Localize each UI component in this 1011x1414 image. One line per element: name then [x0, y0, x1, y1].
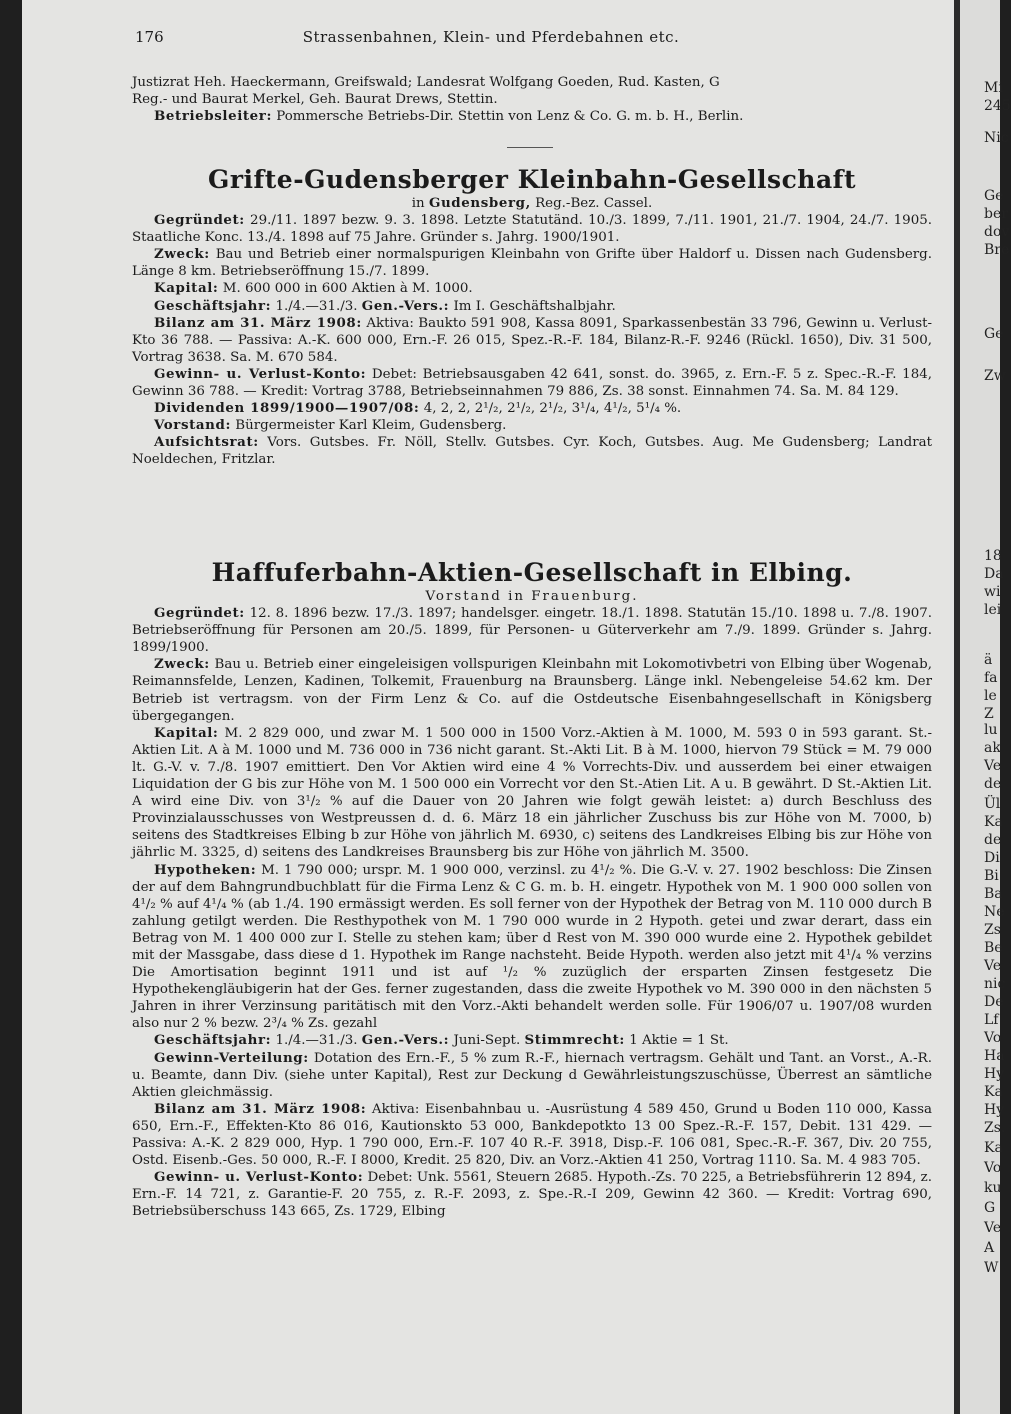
entry-label: Bilanz am 31. März 1908:: [154, 1100, 367, 1117]
facing-page-fragment: Ha: [984, 1048, 1005, 1064]
facing-page-fragment: Ba: [984, 886, 1003, 902]
entry-aufsichtsrat: [132, 434, 932, 468]
scanned-page: [22, 0, 960, 1414]
entry-vorstand: [132, 417, 932, 434]
entry-label: Gewinn- u. Verlust-Konto:: [154, 1169, 364, 1186]
facing-page-fragment: Vo: [984, 1160, 1002, 1176]
entry-text: Bürgermeister Karl Kleim, Gudensberg.: [235, 418, 507, 434]
entry-gegruendet: [132, 605, 932, 656]
entry-gewinn-verlust: [132, 366, 932, 400]
entry-label: Gewinn-Verteilung:: [154, 1049, 309, 1066]
entry-zweck: [132, 246, 932, 280]
entry-label: Kapital:: [154, 724, 219, 741]
facing-page-fragment: Mi: [984, 80, 1003, 96]
betriebsleiter-entry: [132, 108, 932, 125]
facing-page-fragment: fa: [984, 670, 998, 686]
facing-page-fragment: Ve: [984, 1220, 1002, 1236]
facing-page-fragment: Ve: [984, 958, 1002, 974]
entry-kapital: [132, 280, 932, 297]
entry-label: Zweck:: [154, 246, 210, 263]
entry-text: M. 1 790 000; urspr. M. 1 900 000, verzinsl. zu 4¹/₂ %. Die G.-V. v. 27. 1902 beschloss: Die Zinsen der auf dem Bahngrundbuchblatt für die Firma Lenz & C G. m. b. H. eingetr. Hypothek von M. 1 900 000 sollen von 4¹/₂ % auf 4¹/₄ % (ab 1./4. 190 ermässigt werden. Es soll ferner von der Hypothek der Betrag von M. 110 000 durch B zahlung getilgt werden. Die Resthypothek von M. 1 790 000 wurde in 2 Hypoth. getei und zwar derart, dass ein Betrag von M. 1 400 000 zur I. Stelle zu stehen kam; über d Rest von M. 390 000 wurde eine 2. Hypothek gebildet mit der Massgabe, dass diese d 1. Hypothek im Range nachsteht. Beide Hypoth. werden also jetzt mit 4¹/₄ % verzins Die Amortisation beginnt 1911 und ist auf ¹/₂ % zuzüglich der ersparten Zinsen festgesetz Die Hypothekengläubigerin hat der Ges. ferner zugestanden, dass die zweite Hypothek vo M. 390 000 in den nächsten 5 Jahren in ihrer Verzinsung paritätisch mit den Vorz.-Akti behandelt werden solle. Für 1906/07 u. 1907/08 wurden also nur 2 % bezw. 2³/₄ % Zs. gezahl: [132, 862, 932, 1032]
facing-page-fragment: Bre: [984, 242, 1010, 258]
entry-text: 1./4.—31./3.: [275, 1033, 358, 1049]
facing-page-fragment: lu: [984, 722, 998, 738]
entry-text: Aktiva: Eisenbahnbau u. -Ausrüstung 4 589 450, Grund u Boden 110 000, Kassa 650, Ern.-F., Effekten-Kto 86 016, Kautionskto 53 000, Bankdepotkto 13 00 Spez.-R.-F. 157, Debit. 131 429. — Passiva: A.-K. 2 829 000, Hyp. 1 790 000, Ern.-F. 107 40 R.-F. 3918, Disp.-F. 106 081, Spec.-R.-F. 367, Div. 20 755, Ostd. Eisenb.-Ges. 50 000, R.-F. I 8000, Kredit. 25 820, Div. an Vorz.-Aktien 41 250, Vortrag 1110. Sa. M. 4 983 705.: [132, 1101, 932, 1169]
entry-gewinn-verteilung: [132, 1050, 932, 1101]
facing-page-fragment: De: [984, 994, 1004, 1010]
section-subtitle: [132, 195, 932, 212]
facing-page-fragment: Bi: [984, 868, 999, 884]
entry-text: 4, 2, 2, 2¹/₂, 2¹/₂, 2¹/₂, 3¹/₄, 4¹/₂, 5¹/₄ %.: [423, 401, 682, 417]
entry-text: Debet: Unk. 5561, Steuern 2685. Hypoth.-Zs. 70 225, a Betriebsführerin 12 894, z. Ern.-F. 14 721, z. Garantie-F. 20 755, z. R.-F. 2093, z. Spe.-R.-I 209, Gewinn 42 360. — Kredit: Vortrag 690, Betriebsüberschuss 143 665, Zs. 1729, Elbing: [132, 1170, 932, 1220]
entry-gewinn-verlust: [132, 1169, 932, 1220]
entry-dividenden: [132, 400, 932, 417]
section-title: Haffuferbahn-Aktien-Gesellschaft in Elbing.: [211, 558, 853, 587]
entry-label: Geschäftsjahr:: [154, 297, 272, 314]
facing-page-fragment: Ve: [984, 758, 1002, 774]
entry-gegruendet: [132, 212, 932, 246]
entry-label: Bilanz am 31. März 1908:: [154, 314, 362, 331]
entry-label: Dividenden 1899/1900—1907/08:: [154, 400, 420, 417]
facing-page-fragment: Z: [984, 706, 994, 722]
facing-page-fragment: W: [984, 1260, 999, 1276]
facing-page-fragment: Hy: [984, 1066, 1005, 1082]
facing-page-fragment: ä: [984, 652, 993, 668]
facing-page-fragment: A: [984, 1240, 995, 1256]
section-title: Grifte-Gudensberger Kleinbahn-Gesellschaft: [207, 165, 856, 194]
entry-label: Gen.-Vers.:: [361, 297, 450, 314]
entry-label: Aufsichtsrat:: [154, 434, 259, 451]
entry-zweck: [132, 656, 932, 724]
fragment-line-2: Reg.- und Baurat Merkel, Geh. Baurat Drews, Stettin.: [132, 92, 498, 108]
entry-text: 12. 8. 1896 bezw. 17./3. 1897; handelsger. eingetr. 18./1. 1898. Statutän 15./10. 1898 u. 7./8. 1907. Betriebseröffnung für Personen am 20./5. 1899, für Personen- u Güterverkehr am 7./9. 1899. Gründer s. Jahrg. 1899/1900.: [132, 606, 933, 656]
section-subtitle: Vorstand in Frauenburg.: [425, 589, 639, 604]
facing-page-edge: [960, 0, 1011, 1414]
facing-page-fragment: Da: [984, 566, 1004, 582]
facing-page-fragment: Ka: [984, 814, 1003, 830]
entry-geschaeftsjahr: [132, 1032, 932, 1049]
facing-page-fragment: ber: [984, 206, 1008, 222]
entry-text: 29./11. 1897 bezw. 9. 3. 1898. Letzte Statutänd. 10./3. 1899, 7./11. 1901, 21./7. 1904, 24./7. 1905. Staatliche Konc. 13./4. 1898 auf 75 Jahre. Gründer s. Jahrg. 1900/1901.: [132, 213, 933, 246]
facing-page-fragment: de: [984, 832, 1002, 848]
facing-page-fragment: le: [984, 688, 997, 704]
facing-page-fragment: Hy: [984, 1102, 1005, 1118]
facing-page-fragment: Ge: [984, 326, 1004, 342]
entry-label: Kapital:: [154, 280, 219, 297]
grifte-gudensberger-section: [132, 165, 932, 469]
facing-page-fragment: Zs: [984, 922, 1001, 938]
entry-label: Gewinn- u. Verlust-Konto:: [154, 365, 367, 382]
entry-label: Vorstand:: [154, 417, 231, 434]
entry-label: Geschäftsjahr:: [154, 1032, 272, 1049]
page-header: [22, 28, 960, 52]
entry-text: 1./4.—31./3.: [275, 298, 358, 314]
facing-page-fragment: Ne: [984, 904, 1005, 920]
facing-page-fragment: Ül: [984, 796, 1001, 812]
entry-label: Gen.-Vers.:: [361, 1032, 450, 1049]
entry-text: Juni-Sept.: [453, 1033, 521, 1049]
facing-page-fragment: Di: [984, 850, 1000, 866]
facing-page-fragment: dov: [984, 224, 1010, 240]
entry-text: 1 Aktie = 1 St.: [629, 1033, 729, 1049]
entry-text: Vors. Gutsbes. Fr. Nöll, Stellv. Gutsbes. Cyr. Koch, Gutsbes. Aug. Me Gudensberg; Landrat Noeldechen, Fritzlar.: [132, 435, 932, 468]
entry-text: Im I. Geschäftshalbjahr.: [453, 298, 616, 314]
facing-page-fragment: 18: [984, 548, 1002, 564]
entry-text: M. 2 829 000, und zwar M. 1 500 000 in 1500 Vorz.-Aktien à M. 1000, M. 593 0 in 593 garant. St.-Aktien Lit. A à M. 1000 und M. 736 000 in 736 nicht garant. St.-Akti Lit. B à M. 1000, hiervon 79 Stück = M. 79 000 lt. G.-V. v. 7./8. 1907 emittiert. Den Vor Aktien wird eine 4 % Vorrechts-Div. und ausserdem bei einer etwaigen Liquidation der G bis zur Höhe von M. 1 500 000 ein Vorrecht vor den St.-Atien Lit. A u. B gewährt. D St.-Aktien Lit. A wird eine Div. von 3¹/₂ % auf die Dauer von 20 Jahren wie folgt gewäh leistet: a) durch Beschluss des Provinzialausschusses von Westpreussen d. d. 6. März 18 ein jährlicher Zuschuss bis zur Höhe von M. 7000, b) seitens des Stadtkreises Elbing b zur Höhe von jährlich M. 6930, c) seitens des Landkreises Elbing bis zur Höhe von jährlic M. 3325, d) seitens des Landkreises Braunsberg bis zur Höhe von jährlich M. 3500.: [132, 725, 932, 861]
entry-text: Aktiva: Baukto 591 908, Kassa 8091, Sparkassenbestän 33 796, Gewinn u. Verlust-Kto 36 788. — Passiva: A.-K. 600 000, Ern.-F. 26 015, Spez.-R.-F. 184, Bilanz-R.-F. 9246 (Rückl. 1650), Div. 31 500, Vortrag 3638. Sa. M. 670 584.: [132, 315, 932, 365]
entry-bilanz: [132, 1101, 932, 1169]
facing-page-fragment: Zw: [984, 368, 1006, 384]
facing-page-fragment: Nic: [984, 130, 1009, 146]
entry-label: Stimmrecht:: [524, 1032, 625, 1049]
page-number: 176: [135, 28, 164, 46]
facing-page-fragment: Vo: [984, 1030, 1002, 1046]
entry-hypotheken: [132, 862, 932, 1033]
entry-text: M. 600 000 in 600 Aktien à M. 1000.: [222, 281, 473, 297]
entry-text: Debet: Betriebsausgaben 42 641, sonst. do. 3965, z. Ern.-F. 5 z. Spec.-R.-F. 184, Gewinn 36 788. — Kredit: Vortrag 3788, Betriebseinnahmen 79 886, Zs. 38 sonst. Einnahmen 74. Sa. M. 84 129.: [132, 366, 932, 400]
entry-text: Bau u. Betrieb einer eingeleisigen vollspurigen Kleinbahn mit Lokomotivbetri von Elbing über Wogenab, Reimannsfelde, Lenzen, Kadinen, Tolkemit, Frauenburg na Braunsberg. Länge inkl. Nebengeleise 54.62 km. Der Betrieb ist vertragsm. von der Firm Lenz & Co. auf die Ostdeutsche Eisenbahngesellschaft in Königsberg übergegangen.: [132, 657, 932, 724]
facing-page-fragment: Ge: [984, 188, 1004, 204]
facing-page-fragment: 245: [984, 98, 1011, 114]
facing-page-fragment: lei: [984, 602, 1002, 618]
betriebsleiter-text: Pommersche Betriebs-Dir. Stettin von Lenz & Co. G. m. b. H., Berlin.: [276, 109, 744, 125]
entry-text: Dotation des Ern.-F., 5 % zum R.-F., hiernach vertragsm. Gehält und Tant. an Vorst., A.-R. u. Beamte, dann Div. (siehe unter Kapital), Rest zur Deckung d Gewährleistungszuschüsse, Überrest an sämtliche Aktien gleichmässig.: [132, 1050, 932, 1100]
facing-page-fragment: Ka: [984, 1140, 1003, 1156]
fragment-line-1: Justizrat Heh. Haeckermann, Greifswald; Landesrat Wolfgang Goeden, Rud. Kasten, G: [132, 75, 720, 90]
entry-text: Bau und Betrieb einer normalspurigen Kleinbahn von Grifte über Haldorf u. Dissen nach Gudensberg. Länge 8 km. Betriebseröffnung 15./7. 1899.: [132, 247, 932, 280]
facing-page-fragment: Lf: [984, 1012, 999, 1028]
entry-bilanz: [132, 315, 932, 366]
running-title: Strassenbahnen, Klein- und Pferdebahnen etc.: [302, 28, 680, 46]
facing-page-fragment: G: [984, 1200, 996, 1216]
subtitle-place: Gudensberg,: [428, 195, 531, 211]
subtitle-suffix: Reg.-Bez. Cassel.: [535, 196, 653, 211]
subtitle-prefix: in: [411, 196, 425, 211]
facing-page-fragment: ku: [984, 1180, 1002, 1196]
facing-page-fragment: Ka: [984, 1084, 1003, 1100]
facing-page-fragment: ak: [984, 740, 1001, 756]
facing-page-fragment: wi: [984, 584, 1001, 600]
facing-page-fragment: Zs.: [984, 1120, 1006, 1136]
entry-label: Zweck:: [154, 656, 210, 673]
facing-page-fragment: nic: [984, 976, 1006, 992]
entry-kapital: [132, 725, 932, 862]
previous-entry-fragment: [132, 74, 932, 125]
entry-label: Gegründet:: [154, 212, 245, 229]
facing-page-fragment: de: [984, 776, 1002, 792]
betriebsleiter-label: Betriebsleiter:: [154, 108, 272, 125]
facing-page-fragment: Be: [984, 940, 1003, 956]
entry-label: Gegründet:: [154, 605, 245, 622]
entry-label: Hypotheken:: [154, 861, 257, 878]
divider-rule: [507, 147, 553, 148]
haffuferbahn-section: [132, 558, 932, 1220]
entry-geschaeftsjahr: [132, 298, 932, 315]
